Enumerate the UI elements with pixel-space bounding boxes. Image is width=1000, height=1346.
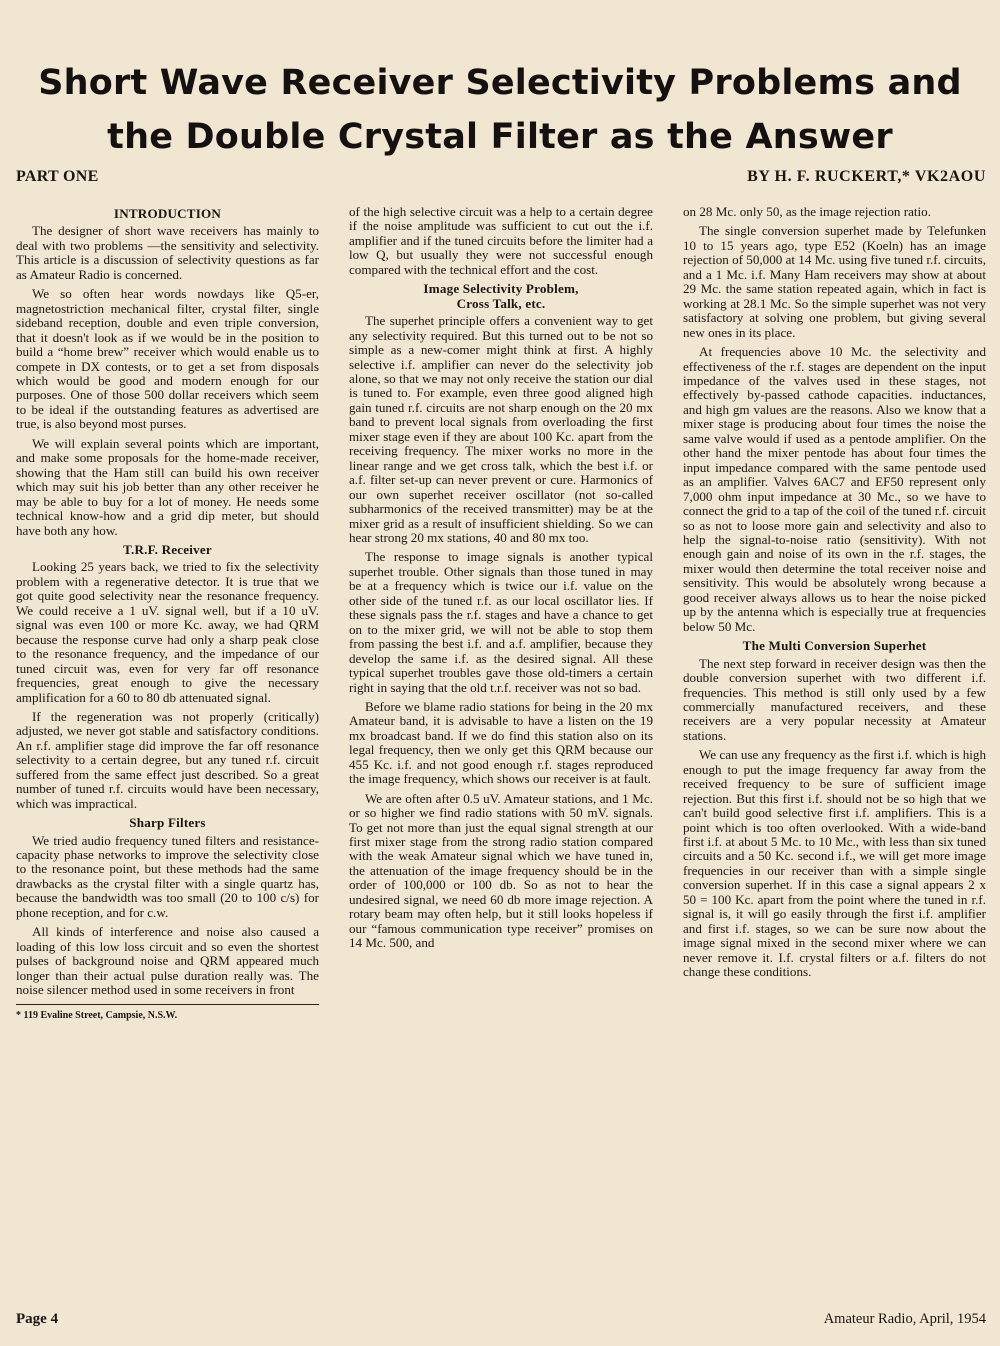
author-byline: BY H. F. RUCKERT,* VK2AOU bbox=[747, 168, 986, 185]
heading-line: Image Selectivity Problem, bbox=[423, 281, 579, 297]
column-2 bbox=[349, 205, 653, 956]
paragraph: All kinds of interference and noise also caused a loading of this low loss circuit and so even the shortest pulses of background noise and QRM appeared much longer than their actual pulse duration really was. The noise silencer method used in some receivers in front bbox=[16, 924, 319, 998]
column-3 bbox=[683, 205, 986, 985]
heading-line: Cross Talk, etc. bbox=[456, 295, 546, 311]
paragraph: We are often after 0.5 uV. Amateur stations, and 1 Mc. or so higher we find radio stations with 50 mV. signals. To get not more than just the equal signal strength at our first mixer stage from the strong radio station compared with the weak Amateur signal which we have tuned in, the attenuation of the image frequency should be in the order of 100,000 or 100 db. So as not to hear the undesired signal, we need 60 db more image rejection. A rotary beam may often help, but it still looks hopeless if our “famous communication type receiver” promises on 14 Mc. 500, and bbox=[349, 790, 653, 951]
paragraph: Looking 25 years back, we tried to fix the selectivity problem with a regenerative detector. It is true that we got quite good selectivity near the resonance frequency. We could receive a 1 uV. signal well, but if a 10 uV. signal was even 100 or more Kc. away, we had QRM because the response curve had only a sharp peak close to the resonance frequency, and the impedance of our tuned circuit was, even for very far off resonance frequencies, great enough to give the necessary amplification for a 60 to 80 db attenuated signal. bbox=[16, 559, 319, 705]
heading-trf-receiver: T.R.F. Receiver bbox=[123, 541, 212, 557]
paragraph: The designer of short wave receivers has mainly to deal with two problems —the sensitivity and selectivity. This article is a discussion of selectivity questions as far as Amateur Radio is concerned. bbox=[16, 223, 319, 282]
page-number: Page 4 bbox=[16, 1311, 59, 1327]
footnote: * 119 Evaline Street, Campsie, N.S.W. bbox=[16, 1004, 319, 1023]
title-line-2: the Double Crystal Filter as the Answer bbox=[107, 117, 893, 157]
paragraph: At frequencies above 10 Mc. the selectivity and effectiveness of the r.f. stages are dependent on the input impedance of the valves used in these stages, not effectively by-passed cathode capacities. inductances, and high gm values are the reasons. Also we know that a mixer stage is producing about four times the noise the same valve would if used as a pentode amplifier. On the other hand the mixer pentode has about four times the input impedance compared with the same pentode used as an amplifier. Valves 6AC7 and EF50 represent only 7,000 ohm input impedance at 30 Mc., so we have to connect the grid to a tap of the coil of the tuned r.f. circuit so as not to loose more gain and selectivity and also to help the signal-to-noise ratio (sensitivity). With not enough gain and noise of its own in the r.f. stages, the mixer would then determine the total receiver noise and sensitivity. This would be absolutely wrong because a good receiver always allows us to hear the noise picked up by the antenna which is especially true at frequencies below 50 Mc. bbox=[683, 344, 986, 634]
paragraph: The response to image signals is another typical superhet trouble. Other signals than those tuned in may be at a frequency which is twice our i.f. value on the other side of the tuned r.f. as our local oscillator lies. If these signals pass the r.f. stages and have a chance to get on to the mixer grid, we will not be able to stop them from passing the best i.f. and a.f. amplifier, because they develop the same i.f. as the desired signal. All these typical superhet troubles gave those old-timers a certain right in saying that the old t.r.f. receiver was not so bad. bbox=[349, 549, 653, 695]
paragraph: The next step forward in receiver design was then the double conversion superhet with two different i.f. frequencies. This method is still only used by a few commercially manufactured receivers, and these receivers are a very popular necessity at Amateur stations. bbox=[683, 655, 986, 743]
paragraph: of the high selective circuit was a help to a certain degree if the noise amplitude was sufficient to cut out the i.f. amplifier and if the tuned circuits before the limiter had a low Q, but usually they were not successful enough compared with the technical effort and the cost. bbox=[349, 204, 653, 277]
paragraph: If the regeneration was not properly (critically) adjusted, we never got stable and satisfactory conditions. An r.f. amplifier stage did improve the far off resonance selectivity to a certain degree, but any tuned r.f. circuit suffered from the same effect just described. So a great number of tuned r.f. circuits would have been necessary, which was impractical. bbox=[16, 708, 319, 811]
paragraph: We so often hear words nowdays like Q5-er, magnetostriction mechanical filter, crystal filter, single sideband reception, double and even triple conversion, that it doesn't look as if we would be in the position to build a “home brew” receiver which would enable us to compete in DX contests, or to get a set from disposals which would be good and modern enough for our purposes. One of those 500 dollar receivers which seem to be ideal if the outstanding features as advertised are true, is also beyond most purses. bbox=[16, 286, 319, 432]
paragraph: The superhet principle offers a convenient way to get any selectivity required. But this turned out to be not so simple as a new-comer might think at first. A highly selective i.f. amplifier can never do the selectivity job alone, so that we may not only receive the station our dial is tuned to. For example, even three good aligned high gain tuned r.f. circuits are not sharp enough on the 20 mx band to prevent local signals from overloading the first mixer stage even if they are about 100 Kc. apart from the receiving frequency. The mixer works no more in the linear range and we get cross talk, which the best i.f. or a.f. filter set-up can never prevent or cure. Harmonics of our own superhet receiver oscillator (not so-called subharmonics of the received transmitter) may be at the mixer grid as a result of insufficient shielding. So we can hear strong 20 mx stations, 40 and 80 mx too. bbox=[349, 313, 653, 545]
heading-introduction: INTRODUCTION bbox=[113, 206, 222, 221]
heading-multi-conversion: The Multi Conversion Superhet bbox=[742, 638, 927, 654]
paragraph: The single conversion superhet made by Telefunken 10 to 15 years ago, type E52 (Koeln) has an image rejection of 50,000 at 14 Mc. using five tuned r.f. circuits, and a 1 Mc. i.f. Many Ham receivers may show at about 29 Mc. the same station repeated again, which in fact is working at 28.1 Mc. So the simple superhet was not very satisfactory at solving one problem, but giving several new ones in its place. bbox=[683, 223, 986, 340]
paragraph: on 28 Mc. only 50, as the image rejection ratio. bbox=[683, 204, 931, 219]
title-line-1: Short Wave Receiver Selectivity Problems and bbox=[38, 63, 962, 103]
paragraph: We tried audio frequency tuned filters and resistance-capacity phase networks to improve the selectivity close to the resonance point, but these methods had the same drawbacks as the crystal filter with a single quartz has, because the bandwidth was too small (20 to 100 c/s) for phone reception, and for c.w. bbox=[16, 832, 319, 920]
paragraph: We will explain several points which are important, and make some proposals for the home-made receiver, showing that the Ham still can build his own receiver which may suit his job better than any other receiver he may be able to buy for a lot of money. He needs some technical know-how and a grid dip meter, but should have both any how. bbox=[16, 435, 319, 538]
column-1 bbox=[16, 205, 319, 1023]
paragraph: We can use any frequency as the first i.f. which is high enough to put the image frequency far away from the received frequency to be sure of sufficient image rejection. But this first i.f. should not be so high that we can't build good selective first i.f. amplifiers. This is a point which is too often overlooked. With a wide-band first i.f. at about 5 Mc. to 10 Mc., with less than six tuned circuits and a 50 Kc. second i.f., we will get more image frequencies in our receiver than with a simple single conversion superhet. If in this case a signal appears 2 x 50 = 100 Kc. apart from the point where the tuned in r.f. signal is, it will go easily through the first i.f. amplifier and first i.f. stages, so we can be sure now about the image signal mixed in the second mixer where we can never remove it. I.f. crystal filters or a.f. filters do not change these conditions. bbox=[683, 747, 986, 980]
paragraph: Before we blame radio stations for being in the 20 mx Amateur band, it is advisable to have a listen on the 19 mx broadcast band. If we do find this station also on its legal frequency, then we only get this QRM because our 455 Kc. i.f. and not good enough r.f. stages reproduced the image frequency, which shows our receiver is at fault. bbox=[349, 698, 653, 787]
heading-sharp-filters: Sharp Filters bbox=[129, 815, 206, 831]
article-title bbox=[10, 56, 990, 164]
magazine-footer: Amateur Radio, April, 1954 bbox=[823, 1311, 986, 1327]
part-label: PART ONE bbox=[16, 168, 99, 185]
heading-image-selectivity bbox=[349, 282, 653, 311]
